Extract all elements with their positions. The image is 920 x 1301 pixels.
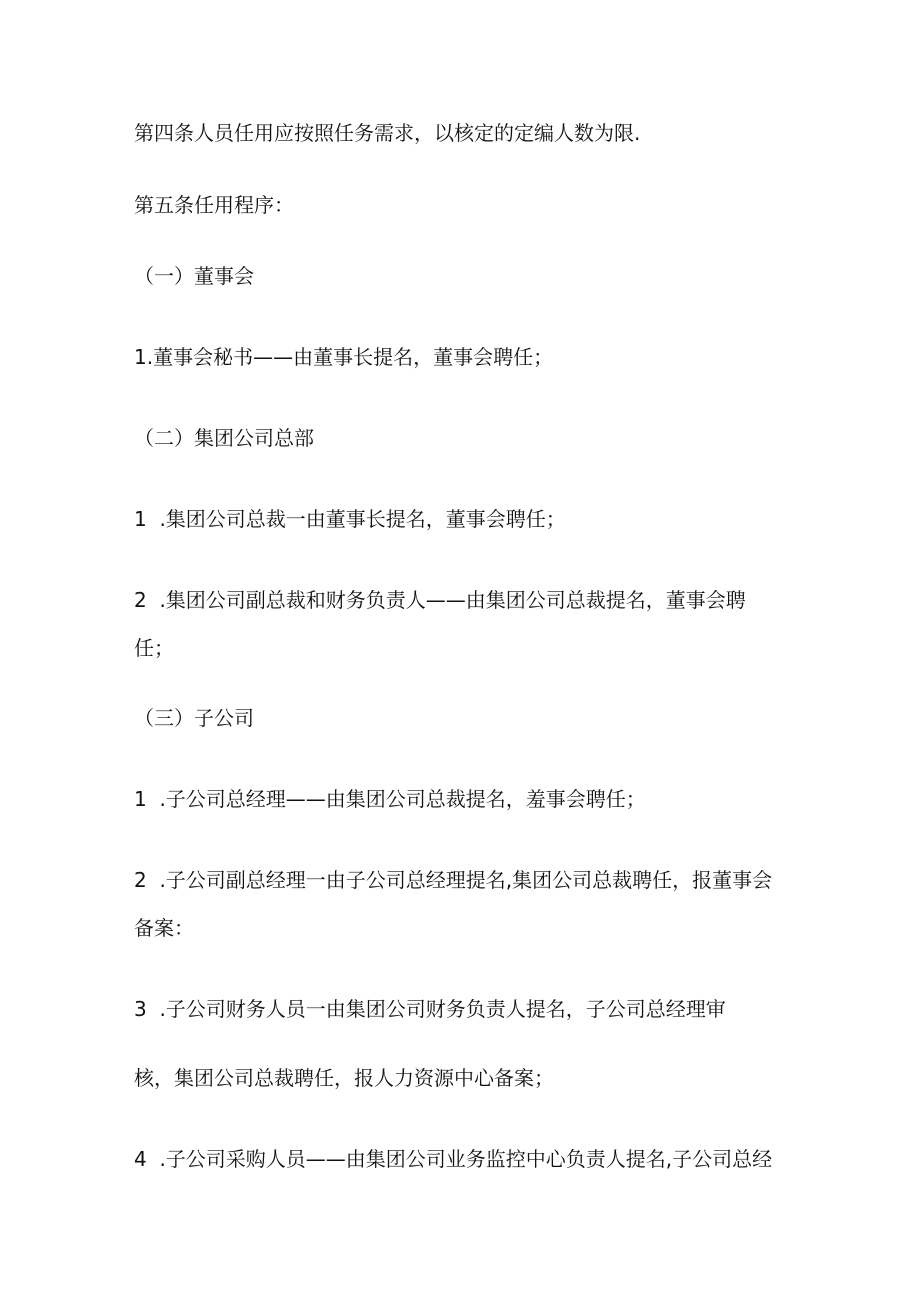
headquarters-item-1: 1 .集团公司总裁一由董事长提名，董事会聘任； [134,507,566,531]
board-item-1: 1.董事会秘书——由董事长提名，董事会聘任； [134,345,554,369]
subsidiary-item-3-continued: 核，集团公司总裁聘任，报人力资源中心备案； [134,1066,554,1090]
headquarters-item-2: 2 .集团公司副总裁和财务负责人——由集团公司总裁提名，董事会聘 [134,588,746,612]
subsidiary-item-2: 2 .子公司副总经理一由子公司总经理提名,集团公司总裁聘任，报董事会 [134,868,773,892]
section-headquarters-heading: （二）集团公司总部 [134,426,314,450]
article-4-text: 第四条人员任用应按照任务需求，以核定的定编人数为限. [134,121,641,145]
article-5-heading: 第五条任用程序： [134,193,294,217]
subsidiary-item-1: 1 .子公司总经理——由集团公司总裁提名，羞事会聘任； [134,787,646,811]
subsidiary-item-3: 3 .子公司财务人员一由集团公司财务负责人提名，子公司总经理审 [134,997,726,1021]
section-board-heading: （一）董事会 [134,264,254,288]
subsidiary-item-2-continued: 备案： [134,916,194,940]
headquarters-item-2-continued: 任； [134,636,174,660]
section-subsidiary-heading: （三）子公司 [134,706,254,730]
subsidiary-item-4: 4 .子公司采购人员——由集团公司业务监控中心负责人提名,子公司总经 [134,1147,773,1171]
